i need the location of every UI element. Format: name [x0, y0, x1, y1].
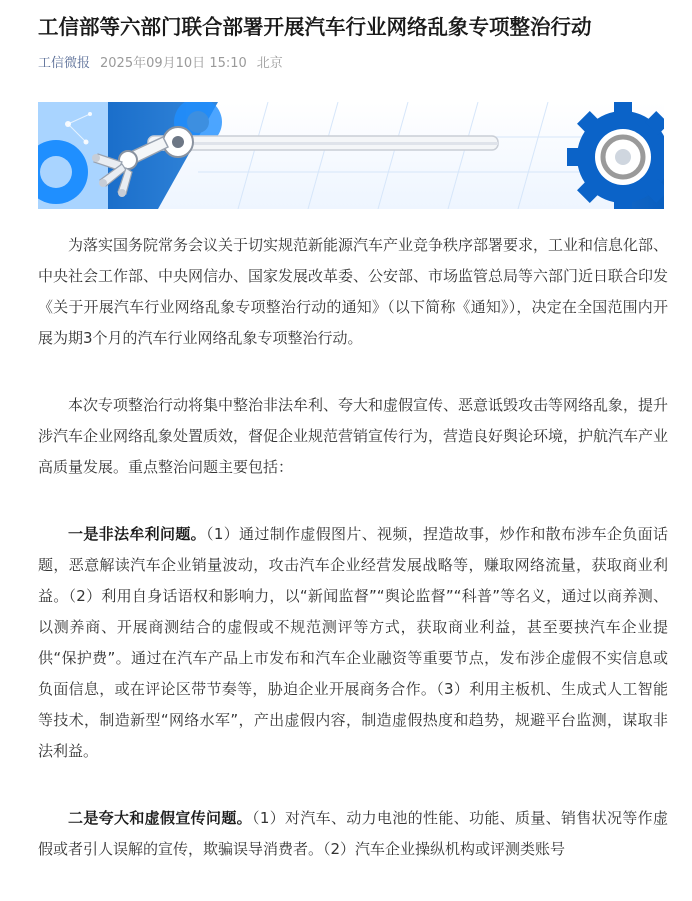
article-title: 工信部等六部门联合部署开展汽车行业网络乱象专项整治行动: [38, 15, 592, 39]
paragraph: [38, 519, 668, 767]
paragraph-text: 本次专项整治行动将集中整治非法牟利、夸大和虚假宣传、恶意诋毁攻击等网络乱象，提升涉汽车企业网络乱象处置质效，督促企业规范营销宣传行为，营造良好舆论环境，护航汽车产业高质量发展。重点整治问题主要包括：: [38, 396, 669, 476]
paragraph: [38, 390, 668, 483]
paragraph: [38, 230, 668, 354]
publish-location: 北京: [256, 56, 283, 71]
paragraph-text: （1）通过制作虚假图片、视频，捏造故事，炒作和散布涉车企负面话题，恶意解读汽车企业销量波动，攻击汽车企业经营发展战略等，赚取网络流量，获取商业利益。（2）利用自身话语权和影响力，以“新闻监督”“舆论监督”“科普”等名义，通过以商养测、以测养商、开展商测结合的虚假或不规范测评等方式，获取商业利益，甚至要挟汽车企业提供“保护费”。通过在汽车产品上市发布和汽车企业融资等重要节点，发布涉企虚假不实信息或负面信息，或在评论区带节奏等，胁迫企业开展商务合作。（3）利用主板机、生成式人工智能等技术，制造新型“网络水军”，产出虚假内容，制造虚假热度和趋势，规避平台监测，谋取非法利益。: [38, 525, 668, 760]
paragraph-text: 为落实国务院常务会议关于切实规范新能源汽车产业竞争秩序部署要求，工业和信息化部、中央社会工作部、中央网信办、国家发展改革委、公安部、市场监管总局等六部门近日联合印发《关于开展汽车行业网络乱象专项整治行动的通知》（以下简称《通知》），决定在全国范围内开展为期3个月的汽车行业网络乱象专项整治行动。: [38, 236, 669, 347]
article-meta: [38, 55, 283, 73]
paragraph-lead: 一是非法牟利问题。: [68, 525, 206, 543]
article-body: [38, 230, 668, 901]
paragraph: [38, 803, 668, 865]
account-name-link[interactable]: 工信微报: [38, 56, 91, 71]
publish-date: 2025年09月10日 15:10: [100, 56, 247, 71]
paragraph-lead: 二是夸大和虚假宣传问题。: [68, 809, 252, 827]
banner-image: [38, 102, 664, 209]
paragraph-text: （1）对汽车、动力电池的性能、功能、质量、销售状况等作虚假或者引人误解的宣传，欺骗误导消费者。（2）汽车企业操纵机构或评测类账号: [38, 809, 668, 858]
